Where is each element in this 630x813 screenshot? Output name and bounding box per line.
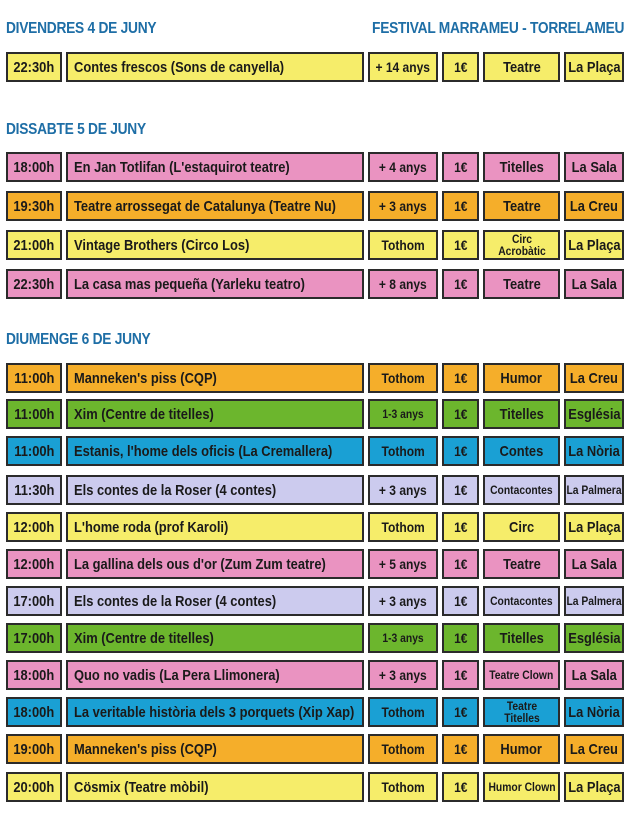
event-row [6, 269, 624, 299]
event-place-text: La Creu [569, 197, 619, 215]
event-time [6, 697, 62, 727]
event-age-text: Tothom [381, 741, 425, 757]
event-price-text: 1€ [453, 741, 468, 757]
event-type [483, 436, 560, 466]
event-price [442, 734, 479, 764]
event-row [6, 399, 624, 429]
event-price [442, 399, 479, 429]
event-title-text: La casa mas pequeña (Yarleku teatro) [74, 275, 305, 293]
event-place [564, 269, 624, 299]
event-type [483, 512, 560, 542]
event-age-text: Tothom [381, 443, 425, 459]
event-type [483, 191, 560, 221]
event-price [442, 436, 479, 466]
event-title-text: Vintage Brothers (Circo Los) [74, 236, 250, 254]
event-title [66, 512, 364, 542]
event-title-text: En Jan Totlifan (L'estaquirot teatre) [74, 158, 290, 176]
event-time-text: 22:30h [13, 275, 55, 293]
event-title [66, 772, 364, 802]
event-place [564, 475, 624, 505]
event-type-text: Titelles [499, 158, 544, 176]
event-time-text: 19:00h [13, 740, 55, 758]
event-title [66, 363, 364, 393]
event-price [442, 191, 479, 221]
event-price-text: 1€ [453, 159, 468, 175]
event-row [6, 660, 624, 690]
event-place [564, 549, 624, 579]
event-age-text: Tothom [381, 370, 425, 386]
event-title-text: Contes frescos (Sons de canyella) [74, 58, 285, 76]
event-age-text: + 4 anys [379, 159, 427, 175]
event-row [6, 772, 624, 802]
event-age [368, 475, 438, 505]
event-type-text: Teatre [502, 275, 541, 293]
event-type-text: Teatre Clown [489, 668, 554, 682]
event-type [483, 734, 560, 764]
event-price [442, 623, 479, 653]
event-age [368, 734, 438, 764]
event-time [6, 363, 62, 393]
event-title-text: Els contes de la Roser (4 contes) [74, 481, 277, 499]
event-place-text: Església [567, 629, 621, 647]
event-type-text: Humor Clown [487, 780, 556, 794]
event-type [483, 623, 560, 653]
event-title-text: Manneken's piss (CQP) [74, 740, 217, 758]
event-title-text: Xim (Centre de titelles) [74, 629, 214, 647]
event-time-text: 18:00h [13, 158, 55, 176]
event-title [66, 697, 364, 727]
event-price-text: 1€ [453, 406, 468, 422]
event-place-text: La Nòria [568, 703, 620, 721]
event-age [368, 269, 438, 299]
event-place-text: Església [567, 405, 621, 423]
event-time-text: 20:00h [13, 778, 55, 796]
event-price [442, 586, 479, 616]
event-price [442, 512, 479, 542]
event-type [483, 269, 560, 299]
event-place-text: La Sala [571, 158, 617, 176]
event-place [564, 512, 624, 542]
event-type-text: Humor [500, 369, 543, 387]
event-place-text: La Palmera [566, 483, 622, 497]
event-age-text: 1-3 anys [382, 631, 424, 645]
event-row [6, 52, 624, 82]
event-title [66, 549, 364, 579]
event-type-text: Circ Acrobàtic [497, 232, 546, 258]
day-title-friday: DIVENDRES 4 DE JUNY [6, 20, 157, 37]
event-price [442, 269, 479, 299]
event-title-text: Quo no vadis (La Pera Llimonera) [74, 666, 280, 684]
event-price-text: 1€ [453, 779, 468, 795]
event-type-text: Contes [499, 442, 544, 460]
event-age [368, 512, 438, 542]
event-price [442, 152, 479, 182]
event-time-text: 11:00h [13, 405, 55, 423]
event-place [564, 772, 624, 802]
event-age [368, 660, 438, 690]
event-type-text: Teatre [502, 58, 541, 76]
event-place-text: La Plaça [567, 778, 621, 796]
event-price [442, 772, 479, 802]
event-place [564, 734, 624, 764]
event-type [483, 363, 560, 393]
event-price-text: 1€ [453, 443, 468, 459]
event-time-text: 12:00h [13, 518, 55, 536]
event-age [368, 549, 438, 579]
event-time [6, 52, 62, 82]
event-title-text: Els contes de la Roser (4 contes) [74, 592, 277, 610]
event-age-text: + 3 anys [379, 593, 427, 609]
event-type [483, 697, 560, 727]
event-price-text: 1€ [453, 198, 468, 214]
event-title [66, 230, 364, 260]
event-time [6, 623, 62, 653]
event-place [564, 152, 624, 182]
event-title [66, 475, 364, 505]
event-place-text: La Plaça [567, 58, 621, 76]
event-title [66, 152, 364, 182]
event-price [442, 475, 479, 505]
event-place-text: La Plaça [567, 518, 621, 536]
event-age [368, 436, 438, 466]
event-place-text: La Sala [571, 555, 617, 573]
event-title-text: Cösmix (Teatre mòbil) [74, 778, 209, 796]
event-time-text: 21:00h [13, 236, 55, 254]
event-type [483, 772, 560, 802]
event-time [6, 475, 62, 505]
event-price [442, 549, 479, 579]
event-age-text: + 3 anys [379, 482, 427, 498]
event-time-text: 22:30h [13, 58, 55, 76]
event-price-text: 1€ [453, 237, 468, 253]
event-title-text: L'home roda (prof Karoli) [74, 518, 229, 536]
event-time-text: 11:00h [13, 442, 55, 460]
event-price [442, 697, 479, 727]
event-age-text: Tothom [381, 519, 425, 535]
event-row [6, 734, 624, 764]
event-place-text: La Plaça [567, 236, 621, 254]
event-age [368, 399, 438, 429]
event-row [6, 475, 624, 505]
event-place [564, 399, 624, 429]
event-place [564, 230, 624, 260]
event-age [368, 697, 438, 727]
event-age-text: + 8 anys [379, 276, 427, 292]
event-price [442, 230, 479, 260]
event-title-text: Xim (Centre de titelles) [74, 405, 214, 423]
event-row [6, 623, 624, 653]
event-type-text: Circ [508, 518, 535, 536]
event-time-text: 18:00h [13, 703, 55, 721]
event-type [483, 549, 560, 579]
event-age-text: 1-3 anys [382, 407, 424, 421]
event-type [483, 660, 560, 690]
event-title [66, 52, 364, 82]
event-row [6, 191, 624, 221]
event-time [6, 152, 62, 182]
event-age-text: + 3 anys [379, 198, 427, 214]
event-type-text: Contacontes [490, 594, 553, 608]
event-type-text: Titelles [499, 405, 544, 423]
event-place [564, 623, 624, 653]
event-place [564, 52, 624, 82]
event-price [442, 660, 479, 690]
event-time [6, 269, 62, 299]
event-time [6, 772, 62, 802]
event-title-text: Estanis, l'home dels oficis (La Cremallera) [74, 442, 333, 460]
event-time [6, 191, 62, 221]
event-title [66, 623, 364, 653]
day-title-sunday: DIUMENGE 6 DE JUNY [6, 331, 151, 348]
event-type [483, 52, 560, 82]
event-price-text: 1€ [453, 59, 468, 75]
event-age [368, 152, 438, 182]
event-time [6, 512, 62, 542]
event-type-text: Humor [500, 740, 543, 758]
event-type [483, 586, 560, 616]
event-time-text: 11:00h [13, 369, 55, 387]
event-time-text: 17:00h [13, 629, 55, 647]
event-price-text: 1€ [453, 482, 468, 498]
event-place [564, 660, 624, 690]
event-time-text: 11:30h [13, 481, 55, 499]
event-price-text: 1€ [453, 630, 468, 646]
event-age-text: Tothom [381, 237, 425, 253]
event-row [6, 586, 624, 616]
event-title-text: La gallina dels ous d'or (Zum Zum teatre) [74, 555, 326, 573]
event-price-text: 1€ [453, 556, 468, 572]
event-place [564, 586, 624, 616]
event-place-text: La Sala [571, 666, 617, 684]
event-time-text: 18:00h [13, 666, 55, 684]
event-time [6, 734, 62, 764]
event-title [66, 191, 364, 221]
event-title [66, 436, 364, 466]
event-age [368, 772, 438, 802]
event-row [6, 230, 624, 260]
event-age [368, 586, 438, 616]
event-title [66, 586, 364, 616]
event-title [66, 269, 364, 299]
event-type [483, 399, 560, 429]
event-time [6, 436, 62, 466]
event-price [442, 363, 479, 393]
event-place [564, 191, 624, 221]
event-title [66, 734, 364, 764]
event-place-text: La Creu [569, 369, 619, 387]
event-price-text: 1€ [453, 593, 468, 609]
event-time [6, 586, 62, 616]
event-row [6, 512, 624, 542]
event-age [368, 52, 438, 82]
event-place-text: La Creu [569, 740, 619, 758]
event-type-text: Titelles [499, 629, 544, 647]
event-type-text: Contacontes [490, 483, 553, 497]
event-type [483, 475, 560, 505]
event-time [6, 230, 62, 260]
event-place [564, 363, 624, 393]
event-type-text: Teatre Titelles [503, 699, 540, 725]
event-title-text: Manneken's piss (CQP) [74, 369, 217, 387]
event-time [6, 549, 62, 579]
event-age-text: Tothom [381, 704, 425, 720]
event-type [483, 230, 560, 260]
event-age [368, 623, 438, 653]
event-row [6, 152, 624, 182]
event-age-text: + 5 anys [379, 556, 427, 572]
event-price-text: 1€ [453, 667, 468, 683]
event-type-text: Teatre [502, 197, 541, 215]
event-age-text: + 3 anys [379, 667, 427, 683]
event-row [6, 436, 624, 466]
event-age [368, 230, 438, 260]
event-price-text: 1€ [453, 704, 468, 720]
event-place-text: La Sala [571, 275, 617, 293]
event-age [368, 363, 438, 393]
event-place-text: La Nòria [568, 442, 620, 460]
event-place [564, 436, 624, 466]
event-row [6, 549, 624, 579]
event-age-text: + 14 anys [375, 59, 431, 75]
event-time-text: 19:30h [13, 197, 55, 215]
event-price-text: 1€ [453, 519, 468, 535]
event-price [442, 52, 479, 82]
day-title-saturday: DISSABTE 5 DE JUNY [6, 121, 146, 138]
event-row [6, 363, 624, 393]
event-time [6, 399, 62, 429]
event-type [483, 152, 560, 182]
event-row [6, 697, 624, 727]
event-title-text: La veritable història dels 3 porquets (Xip Xap) [74, 703, 355, 721]
event-price-text: 1€ [453, 370, 468, 386]
event-place [564, 697, 624, 727]
event-title-text: Teatre arrossegat de Catalunya (Teatre Nu) [74, 197, 336, 215]
event-place-text: La Palmera [566, 594, 622, 608]
event-time-text: 17:00h [13, 592, 55, 610]
event-age-text: Tothom [381, 779, 425, 795]
event-title [66, 660, 364, 690]
event-age [368, 191, 438, 221]
event-type-text: Teatre [502, 555, 541, 573]
event-time [6, 660, 62, 690]
event-title [66, 399, 364, 429]
event-time-text: 12:00h [13, 555, 55, 573]
event-price-text: 1€ [453, 276, 468, 292]
festival-title: FESTIVAL MARRAMEU - TORRELAMEU [371, 20, 624, 37]
